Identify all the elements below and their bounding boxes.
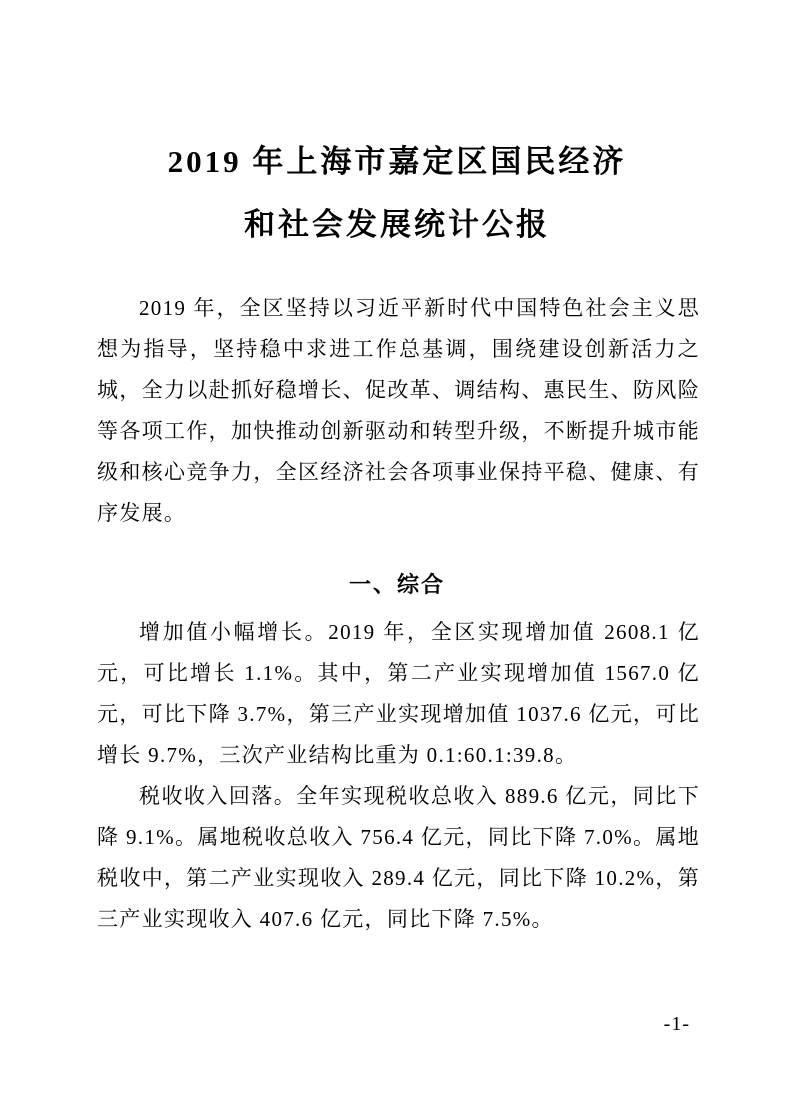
section-overview-body [97,612,700,940]
section-heading-overview: 一、综合 [348,572,445,597]
document-title-line-2: 和社会发展统计公报 [244,207,550,242]
page-number: -1- [663,1013,690,1035]
document-title-line-1: 2019 年上海市嘉定区国民经济 [167,144,627,179]
document-title [0,130,794,256]
paragraph-added-value: 增加值小幅增长。2019 年，全区实现增加值 2608.1 亿元，可比增长 1.1%。其中，第二产业实现增加值 1567.0 亿元，可比下降 3.7%，第三产业实现增加值 1037.6 亿元，可比增长 9.7%，三次产业结构比重为 0.1:60.1:39.8。 [97,620,700,767]
paragraph-tax-revenue: 税收收入回落。全年实现税收总收入 889.6 亿元，同比下降 9.1%。属地税收总收入 756.4 亿元，同比下降 7.0%。属地税收中，第二产业实现收入 289.4 亿元，同比下降 10.2%，第三产业实现收入 407.6 亿元，同比下降 7.5%。 [97,784,700,931]
intro-section [97,288,700,534]
intro-paragraph: 2019 年，全区坚持以习近平新时代中国特色社会主义思想为指导，坚持稳中求进工作总基调，围绕建设创新活力之城，全力以赴抓好稳增长、促改革、调结构、惠民生、防风险等各项工作，加快推动创新驱动和转型升级，不断提升城市能级和核心竞争力，全区经济社会各项事业保持平稳、健康、有序发展。 [97,296,700,525]
